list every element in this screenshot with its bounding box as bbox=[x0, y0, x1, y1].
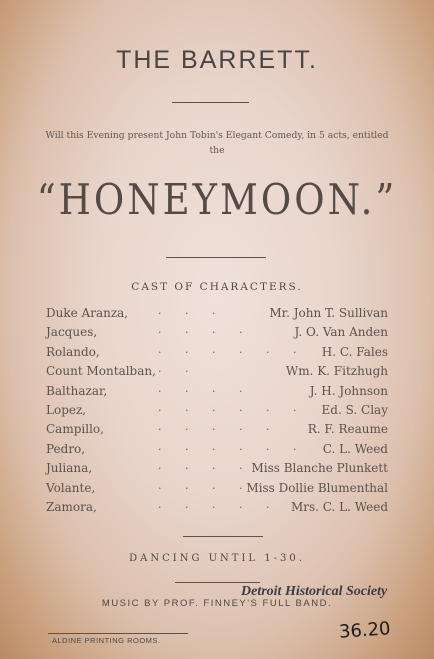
cast-role: Balthazar, bbox=[46, 383, 108, 398]
cast-leader-dots: . . . . bbox=[158, 323, 253, 337]
divider-printer bbox=[48, 633, 188, 634]
cast-actor: J. H. Johnson bbox=[309, 383, 388, 398]
cast-role: Zamora, bbox=[46, 500, 97, 514]
cast-role: Count Montalban, bbox=[46, 364, 156, 379]
divider-middle bbox=[166, 257, 266, 258]
cast-role: Campillo, bbox=[46, 422, 104, 437]
watermark-logo: Detroit Historical Society bbox=[241, 584, 388, 599]
cast-role: Duke Aranza, bbox=[46, 306, 129, 320]
theatre-name: THE BARRETT. bbox=[116, 46, 318, 74]
printer-credit: ALDINE PRINTING ROOMS. bbox=[52, 636, 161, 645]
cast-heading: CAST OF CHARACTERS. bbox=[131, 281, 303, 293]
divider-lower bbox=[183, 536, 263, 537]
intro-text: Will this Evening present John Tobin's Elegant Comedy, in 5 acts, entitled the bbox=[45, 130, 389, 156]
cast-leader-dots: . . . . bbox=[158, 478, 253, 492]
cast-actor: R. F. Reaume bbox=[307, 422, 388, 437]
music-credit: MUSIC BY PROF. FINNEY'S FULL BAND. bbox=[101, 598, 333, 609]
cast-leader-dots: . . . . . bbox=[158, 420, 280, 434]
cast-row bbox=[46, 500, 388, 519]
dancing-notice: DANCING UNTIL 1-30. bbox=[129, 553, 305, 564]
cast-actor: Mrs. C. L. Weed bbox=[290, 500, 388, 514]
cast-role: Juliana, bbox=[46, 461, 93, 476]
cast-role: Jacques, bbox=[46, 325, 98, 340]
cast-leader-dots: . . . . . . bbox=[158, 439, 307, 453]
cast-actor: Miss Dollie Blumenthal bbox=[246, 480, 388, 495]
cast-actor: Mr. John T. Sullivan bbox=[269, 306, 388, 320]
cast-role: Pedro, bbox=[46, 441, 86, 456]
cast-leader-dots: . . . . . . bbox=[158, 342, 307, 356]
cast-role: Rolando, bbox=[46, 344, 100, 359]
cast-actor: Miss Blanche Plunkett bbox=[251, 461, 388, 476]
cast-actor: J. O. Van Anden bbox=[294, 325, 388, 340]
cast-role: Volante, bbox=[46, 480, 96, 495]
cast-leader-dots: . . . bbox=[158, 304, 226, 317]
cast-actor: C. L. Weed bbox=[322, 441, 388, 456]
divider-top bbox=[172, 102, 249, 103]
cast-leader-dots: . . . . bbox=[158, 459, 253, 473]
cast-actor: Ed. S. Clay bbox=[321, 403, 388, 417]
divider-bottom bbox=[175, 582, 260, 583]
cast-actor: H. C. Fales bbox=[321, 344, 388, 359]
cast-leader-dots: . . . . bbox=[158, 381, 253, 395]
catalog-number: 36.20 bbox=[338, 618, 392, 643]
cast-leader-dots: . . bbox=[158, 362, 199, 376]
cast-role: Lopez, bbox=[46, 403, 87, 417]
play-title: “HONEYMOON.” bbox=[36, 174, 398, 225]
cast-leader-dots: . . . . . bbox=[158, 498, 280, 511]
cast-actor: Wm. K. Fitzhugh bbox=[285, 364, 388, 379]
cast-leader-dots: . . . . . . bbox=[158, 401, 307, 414]
